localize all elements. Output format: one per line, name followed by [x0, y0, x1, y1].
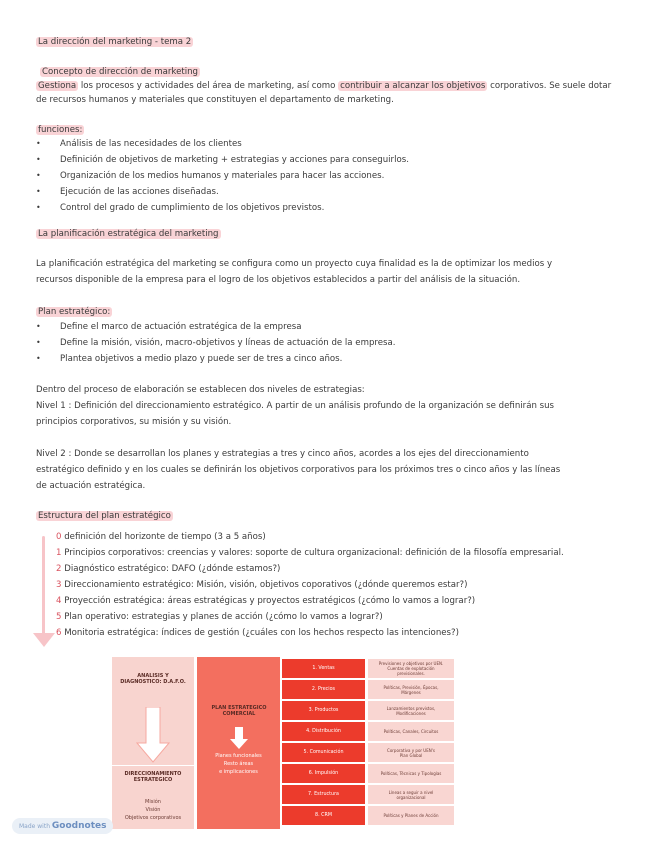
strip-productos: 3. Productos — [282, 701, 365, 720]
step-number: 1 — [56, 548, 62, 558]
desc-crm: Políticas y Planes de Acción — [368, 806, 454, 825]
dafo-title: ANALISIS Y DIAGNOSTICO: D.A.F.O. — [120, 673, 186, 685]
desc-comunicacion: Corporativa y por UEN's Plan Global — [368, 743, 454, 762]
divider — [112, 765, 194, 766]
badge-brand: Goodnotes — [51, 821, 107, 831]
plan-heading-text: Plan estratégico: — [38, 307, 111, 317]
desc-impulsion: Políticas, Técnicas y Tipologías — [368, 764, 454, 783]
page-title-text: La dirección del marketing - tema 2 — [38, 37, 192, 47]
step-text: definición del horizonte de tiempo (3 a 5 años) — [64, 532, 266, 542]
resto-areas: Resto áreas — [223, 761, 254, 767]
desc-precios: Políticas, Previsión, Épocas, Márgenes — [368, 680, 454, 699]
bullet-icon: • — [36, 171, 41, 180]
estructura-step — [56, 612, 383, 622]
strip-crm: 8. CRM — [282, 806, 365, 825]
arrow-down-icon — [33, 633, 55, 647]
arrow-down-icon — [136, 707, 170, 763]
planificacion-heading — [36, 228, 221, 240]
bullet-icon: • — [36, 354, 41, 363]
nivel-2-line-1: Nivel 2 : Donde se desarrollan los planes y estrategias a tres y cinco años, acordes a los ejes del direccionamiento — [36, 449, 529, 459]
bullet-icon: • — [36, 139, 41, 148]
concepto-line-2: de recursos humanos y materiales que constituyen el departamento de marketing. — [36, 95, 394, 105]
step-number: 5 — [56, 612, 62, 622]
planificacion-line-2: recursos disponible de la empresa para el logro de los objetivos establecidos a partir del análisis de la situación. — [36, 275, 521, 285]
desc-productos: Lanzamientos previstos, Modificaciones — [368, 701, 454, 720]
nivel-1-line-2: principios corporativos, su misión y su visión. — [36, 417, 232, 427]
step-text: Diagnóstico estratégico: DAFO (¿dónde estamos?) — [64, 564, 281, 574]
estructura-heading-text: Estructura del plan estratégico — [38, 511, 171, 521]
step-text: Principios corporativos: creencias y valores: soporte de cultura organizacional: definición de la filosofía empresarial. — [64, 548, 564, 558]
nivel-1-line-1: Nivel 1 : Definición del direccionamiento estratégico. A partir de un análisis profundo de la organización se definirán sus — [36, 401, 555, 411]
nivel-2-line-2: estratégico definido y en los cuales se definirán los objetivos corporativos para los próximos tres o cinco años y las líneas — [36, 465, 561, 475]
planificacion-heading-text: La planificación estratégica del marketing — [38, 229, 219, 239]
plan-comercial-title: PLAN ESTRATEGICO COMERCIAL — [211, 705, 267, 717]
direccionamiento-title: DIRECCIONAMIENTO ESTRATEGICO — [124, 771, 182, 783]
estructura-step — [56, 596, 475, 606]
plan-item: Plantea objetivos a medio plazo y puede ser de tres a cinco años. — [60, 354, 343, 364]
funciones-item: Organización de los medios humanos y materiales para hacer las acciones. — [60, 171, 385, 181]
plan-item: Define el marco de actuación estratégica de la empresa — [60, 322, 302, 332]
plan-diagram — [112, 657, 452, 829]
concepto-gestiona: Gestiona — [38, 81, 77, 91]
strip-impulsion: 6. Impulsión — [282, 764, 365, 783]
funciones-item: Definición de objetivos de marketing + estrategias y acciones para conseguirlos. — [60, 155, 409, 165]
concepto-heading — [40, 66, 200, 78]
plan-heading — [36, 306, 112, 318]
estructura-step — [56, 548, 564, 558]
mision-label: Misión — [145, 799, 161, 805]
funciones-heading-text: funciones: — [38, 125, 83, 135]
implicaciones: e implicaciones — [219, 769, 258, 775]
vision-label: Visión — [145, 807, 161, 813]
bullet-icon: • — [36, 155, 41, 164]
funciones-item: Ejecución de las acciones diseñadas. — [60, 187, 219, 197]
desc-distribucion: Políticas, Canales, Circuitos — [368, 722, 454, 741]
step-text: Monitoria estratégica: índices de gestión (¿cuáles con los hechos respecto las intenciones?) — [64, 628, 459, 638]
estructura-heading — [36, 510, 173, 522]
strip-estructura: 7. Estructura — [282, 785, 365, 804]
planes-funcionales: Planes funcionales — [215, 753, 262, 759]
bullet-icon: • — [36, 187, 41, 196]
strip-precios: 2. Precios — [282, 680, 365, 699]
planificacion-line-1: La planificación estratégica del marketing se configura como un proyecto cuya finalidad es la de optimizar los medios y — [36, 259, 553, 269]
funciones-item: Análisis de las necesidades de los clientes — [60, 139, 242, 149]
step-text: Plan operativo: estrategias y planes de acción (¿cómo lo vamos a lograr?) — [64, 612, 383, 622]
badge-made-with: Made with — [19, 823, 50, 830]
objetivos-label: Objetivos corporativos — [124, 815, 182, 821]
bullet-icon: • — [36, 338, 41, 347]
desc-ventas: Previsiones y objetivos por UEN. Cuentas de explotación previsionales. — [368, 659, 454, 678]
strip-ventas: 1. Ventas — [282, 659, 365, 678]
step-number: 0 — [56, 532, 62, 542]
concepto-heading-text: Concepto de dirección de marketing — [42, 67, 199, 77]
desc-estructura: Líneas a seguir a nivel organizacional — [368, 785, 454, 804]
estructura-step — [56, 628, 459, 638]
step-text: Proyección estratégica: áreas estratégicas y proyectos estratégicos (¿cómo lo vamos a lograr?) — [64, 596, 476, 606]
nivel-2-line-3: de actuación estratégica. — [36, 481, 146, 491]
step-number: 4 — [56, 596, 62, 606]
bullet-icon: • — [36, 203, 41, 212]
plan-item: Define la misión, visión, macro-objetivos y líneas de actuación de la empresa. — [60, 338, 396, 348]
step-number: 3 — [56, 580, 62, 590]
step-text: Direccionamiento estratégico: Misión, visión, objetivos coporativos (¿dónde queremos estar?) — [64, 580, 468, 590]
estructura-step — [56, 532, 266, 542]
step-number: 2 — [56, 564, 62, 574]
timeline-line — [42, 536, 45, 636]
strip-distribucion: 4. Distribución — [282, 722, 365, 741]
concepto-text-b: los procesos y actividades del área de marketing, así como — [78, 81, 339, 91]
strip-comunicacion: 5. Comunicación — [282, 743, 365, 762]
goodnotes-badge[interactable] — [12, 818, 113, 834]
funciones-item: Control del grado de cumplimiento de los objetivos previstos. — [60, 203, 325, 213]
niveles-intro: Dentro del proceso de elaboración se establecen dos niveles de estrategias: — [36, 385, 365, 395]
concepto-line-1 — [36, 80, 611, 92]
arrow-down-icon — [230, 727, 248, 749]
estructura-step — [56, 580, 467, 590]
page-title — [36, 36, 193, 48]
step-number: 6 — [56, 628, 62, 638]
bullet-icon: • — [36, 322, 41, 331]
concepto-highlight: contribuir a alcanzar los objetivos — [340, 81, 486, 91]
estructura-step — [56, 564, 280, 574]
funciones-heading — [36, 124, 84, 136]
concepto-text-d: corporativos. Se suele dotar — [487, 81, 612, 91]
